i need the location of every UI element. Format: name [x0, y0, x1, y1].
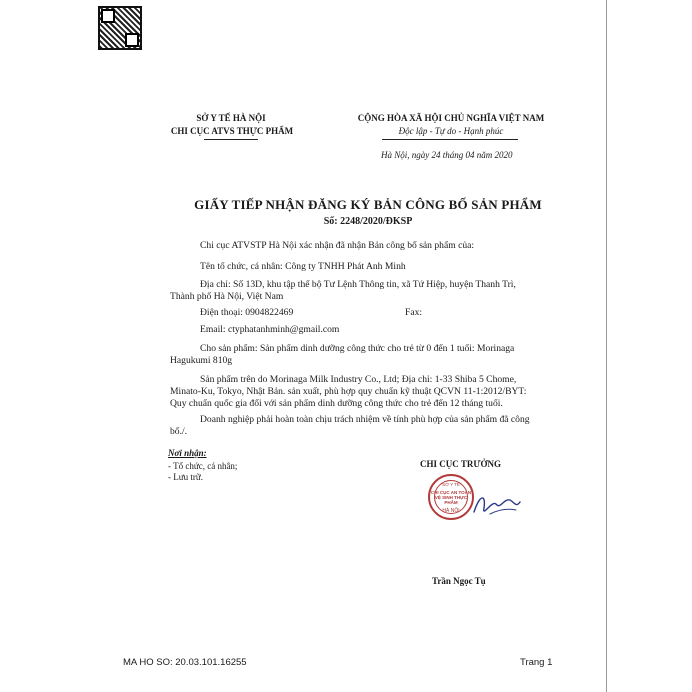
body-phone: Điện thoại: 0904822469 [200, 307, 294, 318]
header-right-underline [382, 139, 518, 140]
official-stamp [428, 474, 474, 520]
header-left-underline [204, 139, 258, 140]
document-number: Số: 2248/2020/ĐKSP [323, 216, 413, 227]
body-intro: Chi cục ATVSTP Hà Nội xác nhận đã nhận Bản công bố sản phẩm của: [200, 240, 475, 251]
header-motto: Độc lập - Tự do - Hạnh phúc [398, 126, 504, 136]
header-agency: SỞ Y TẾ HÀ NỘI [196, 113, 266, 123]
document-title: GIẤY TIẾP NHẬN ĐĂNG KÝ BẢN CÔNG BỐ SẢN PHẨM [194, 197, 542, 212]
signer-name: Trần Ngọc Tụ [432, 576, 486, 586]
body-product-line-1: Cho sản phẩm: Sản phẩm dinh dưỡng công thức cho trẻ từ 0 đến 1 tuổi: Morinaga [200, 343, 515, 354]
footer-page-number: Trang 1 [520, 657, 553, 668]
body-org: Tên tổ chức, cá nhân: Công ty TNHH Phát Anh Minh [200, 261, 406, 272]
recipients-title: Nơi nhận: [168, 448, 207, 458]
stamp-line-3: HÀ NỘI [442, 508, 460, 514]
header-nation: CỘNG HÒA XÃ HỘI CHỦ NGHĨA VIỆT NAM [357, 113, 545, 123]
recipient-item: - Lưu trữ. [168, 472, 203, 482]
signature-icon [470, 488, 522, 522]
body-fax: Fax: [405, 307, 423, 318]
signer-role: CHI CỤC TRƯỞNG [420, 459, 502, 469]
body-maker-line-1: Sản phẩm trên do Morinaga Milk Industry Co., Ltd; Địa chỉ: 1-33 Shiba 5 Chome, [200, 374, 517, 385]
body-maker-line-3: Quy chuẩn quốc gia đối với sản phẩm dinh dưỡng công thức cho trẻ đến 12 tháng tuổi. [170, 398, 503, 409]
recipient-item: - Tổ chức, cá nhân; [168, 461, 238, 471]
body-product-line-2: Hagukumi 810g [170, 355, 233, 366]
stamp-line-2: CHI CỤC AN TOÀN VỆ SINH THỰC PHẨM [430, 490, 472, 506]
body-address-line-1: Địa chỉ: Số 13D, khu tập thể bộ Tư Lệnh Thông tin, xã Tứ Hiệp, huyện Thanh Trì, [200, 279, 516, 290]
body-maker-line-2: Minato-Ku, Tokyo, Nhật Bản. sản xuất, phù hợp quy chuẩn kỹ thuật QCVN 11-1:2012/BYT: [170, 386, 527, 397]
body-responsibility-line-1: Doanh nghiệp phải hoàn toàn chịu trách nhiệm về tính phù hợp của sản phẩm đã công [200, 414, 530, 425]
header-department: CHI CỤC ATVS THỰC PHẨM [170, 126, 294, 136]
qr-code [98, 6, 142, 50]
stamp-line-1: SỞ Y TẾ [442, 482, 460, 487]
footer-record-code: MA HO SO: 20.03.101.16255 [123, 657, 247, 668]
date-line: Hà Nội, ngày 24 tháng 04 năm 2020 [381, 150, 513, 160]
body-responsibility-line-2: bố./. [170, 426, 188, 437]
body-email: Email: ctyphatanhminh@gmail.com [200, 324, 340, 335]
body-address-line-2: Thành phố Hà Nội, Việt Nam [170, 291, 284, 302]
